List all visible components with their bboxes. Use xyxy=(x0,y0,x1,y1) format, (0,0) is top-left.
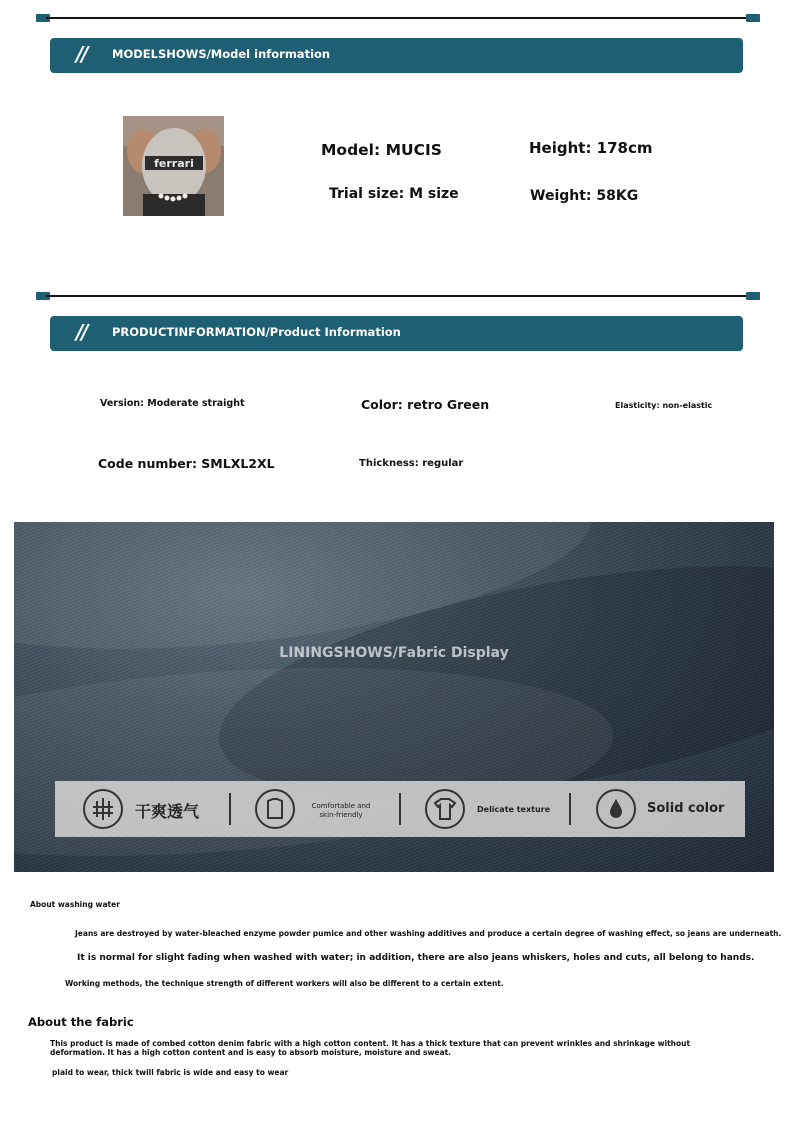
washing-line-2: It is normal for slight fading when washed with water; in addition, there are also jeans whiskers, holes and cuts, all belong to hands. xyxy=(77,953,755,963)
color-text: Color: retro Green xyxy=(361,397,490,412)
model-info-banner-label: MODELSHOWS/Model information xyxy=(112,47,331,61)
washing-heading: About washing water xyxy=(30,900,120,909)
tshirt-icon xyxy=(425,789,465,829)
code-number-text: Code number: SMLXL2XL xyxy=(98,456,275,471)
fabric-display-image xyxy=(14,522,774,872)
feature-label: Comfortable and skin-friendly xyxy=(311,802,371,819)
svg-text:ferrari: ferrari xyxy=(154,157,194,170)
feature-label: Delicate texture xyxy=(477,805,551,814)
feature-label: 干爽透气 xyxy=(135,802,200,821)
fabric-display-title: LININGSHOWS/Fabric Display xyxy=(279,645,509,661)
product-info-banner-label: PRODUCTINFORMATION/Product Information xyxy=(112,325,401,339)
wheat-icon xyxy=(83,789,123,829)
version-text: Version: Moderate straight xyxy=(100,398,245,409)
model-name: Model: MUCIS xyxy=(321,141,442,159)
drop-icon xyxy=(596,789,636,829)
fabric-heading: About the fabric xyxy=(28,1015,134,1029)
slash-icon: // xyxy=(76,42,87,66)
product-info-banner xyxy=(50,316,743,351)
divider-middle xyxy=(36,292,760,300)
fabric-line-3: plaid to wear, thick twill fabric is wide and easy to wear xyxy=(52,1068,289,1077)
feature-label: Solid color xyxy=(647,801,725,816)
trial-size: Trial size: M size xyxy=(329,186,459,202)
fabric-line-1: This product is made of combed cotton denim fabric with a high cotton content. It has a thick texture that can prevent wrinkles and shrinkage without xyxy=(50,1039,691,1048)
divider-top xyxy=(36,14,760,22)
thickness-text: Thickness: regular xyxy=(359,458,464,469)
washing-line-3: Working methods, the technique strength of different workers will also be different to a certain extent. xyxy=(65,979,504,988)
fabric-line-2: deformation. It has a high cotton content and is easy to absorb moisture, moisture and sweat. xyxy=(50,1048,451,1057)
slash-icon: // xyxy=(76,320,87,344)
feature-bar xyxy=(55,781,745,837)
shirt-icon xyxy=(255,789,295,829)
washing-line-1: Jeans are destroyed by water-bleached enzyme powder pumice and other washing additives and produce a certain degree of washing effect, so jeans are underneath. xyxy=(75,929,782,938)
model-info-banner xyxy=(50,38,743,73)
model-height: Height: 178cm xyxy=(529,139,653,157)
model-weight: Weight: 58KG xyxy=(530,188,639,204)
elasticity-text: Elasticity: non-elastic xyxy=(615,401,713,410)
model-photo xyxy=(123,116,224,216)
